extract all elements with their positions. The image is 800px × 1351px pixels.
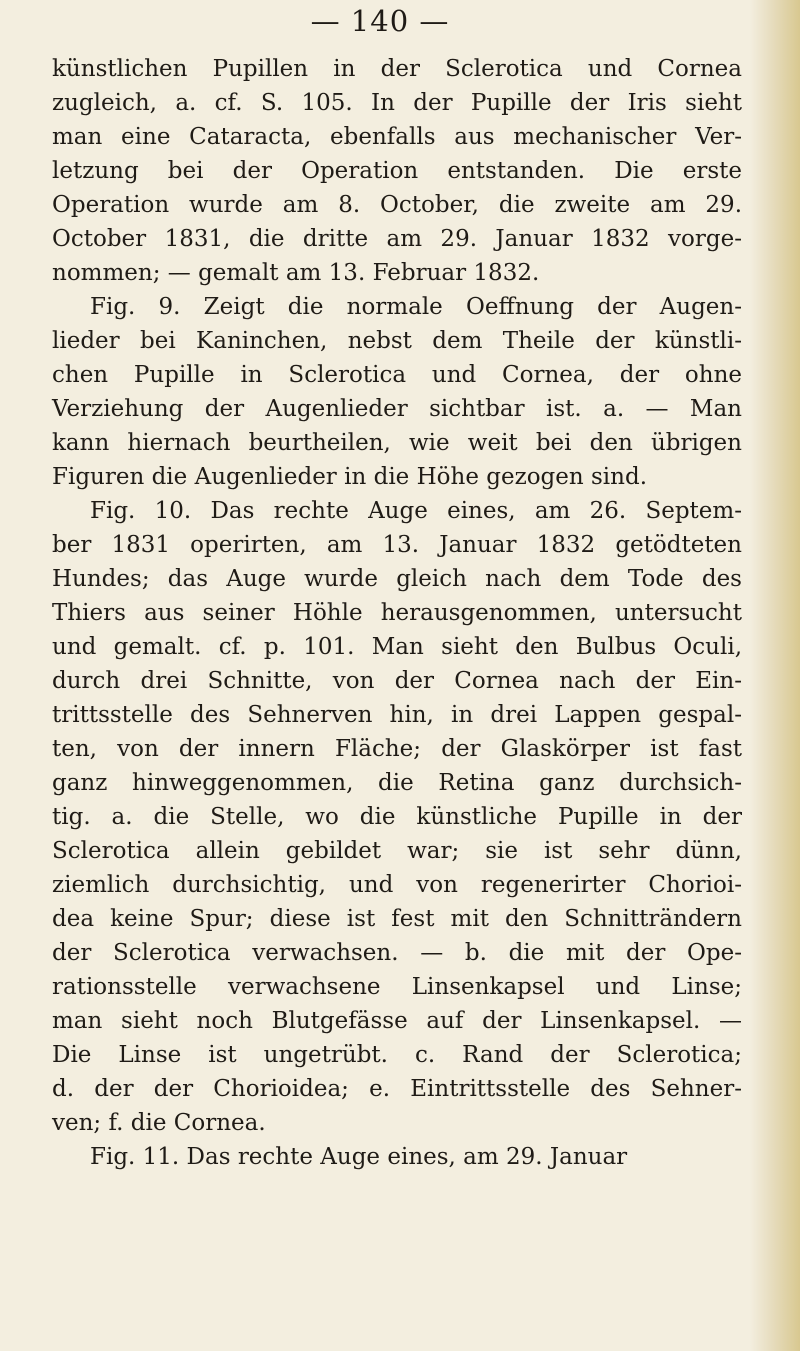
text-line: October 1831, die dritte am 29. Januar 1832 vorge-	[52, 226, 742, 252]
page-edge-shadow	[750, 0, 800, 1351]
text-line: ganz hinweggenommen, die Retina ganz durchsich-	[52, 770, 742, 796]
text-line: Fig. 10. Das rechte Auge eines, am 26. Septem-	[90, 498, 742, 524]
text-line: ziemlich durchsichtig, und von regenerirter Chorioi-	[52, 872, 742, 898]
body-text	[52, 52, 742, 1174]
page-number-header: — 140 —	[310, 4, 450, 38]
text-line: Thiers aus seiner Höhle herausgenommen, untersucht	[52, 600, 742, 626]
text-line: Sclerotica allein gebildet war; sie ist sehr dünn,	[52, 838, 742, 864]
text-line: Operation wurde am 8. October, die zweite am 29.	[52, 192, 742, 218]
text-line: lieder bei Kaninchen, nebst dem Theile der künstli-	[52, 328, 742, 354]
text-line: man sieht noch Blutgefässe auf der Linsenkapsel. —	[52, 1008, 742, 1034]
text-line: letzung bei der Operation entstanden. Die erste	[52, 158, 742, 184]
text-line: der Sclerotica verwachsen. — b. die mit der Ope-	[52, 940, 742, 966]
text-line: Fig. 9. Zeigt die normale Oeffnung der Augen-	[90, 294, 742, 320]
text-line: nommen; — gemalt am 13. Februar 1832.	[52, 260, 540, 286]
text-line: ten, von der innern Fläche; der Glaskörper ist fast	[52, 736, 742, 762]
text-line: Die Linse ist ungetrübt. c. Rand der Sclerotica;	[52, 1042, 742, 1068]
text-line: man eine Cataracta, ebenfalls aus mechanischer Ver-	[52, 124, 742, 150]
text-line: chen Pupille in Sclerotica und Cornea, der ohne	[52, 362, 742, 388]
text-line: und gemalt. cf. p. 101. Man sieht den Bulbus Oculi,	[52, 634, 742, 660]
text-line: dea keine Spur; diese ist fest mit den Schnitträndern	[52, 906, 742, 932]
text-line: Verziehung der Augenlieder sichtbar ist. a. — Man	[52, 396, 742, 422]
text-line: künstlichen Pupillen in der Sclerotica und Cornea	[52, 56, 742, 82]
text-line: ven; f. die Cornea.	[52, 1110, 266, 1136]
text-line: ber 1831 operirten, am 13. Januar 1832 getödteten	[52, 532, 742, 558]
text-line: tig. a. die Stelle, wo die künstliche Pupille in der	[52, 804, 742, 830]
text-line: Fig. 11. Das rechte Auge eines, am 29. Januar	[90, 1144, 628, 1170]
text-line: kann hiernach beurtheilen, wie weit bei den übrigen	[52, 430, 742, 456]
text-line: durch drei Schnitte, von der Cornea nach der Ein-	[52, 668, 742, 694]
text-line: Hundes; das Auge wurde gleich nach dem Tode des	[52, 566, 742, 592]
text-line: Figuren die Augenlieder in die Höhe gezogen sind.	[52, 464, 648, 490]
text-line: rationsstelle verwachsene Linsenkapsel und Linse;	[52, 974, 742, 1000]
text-line: trittsstelle des Sehnerven hin, in drei Lappen gespal-	[52, 702, 742, 728]
text-line: zugleich, a. cf. S. 105. In der Pupille der Iris sieht	[52, 90, 742, 116]
text-line: d. der der Chorioidea; e. Eintrittsstelle des Sehner-	[52, 1076, 742, 1102]
